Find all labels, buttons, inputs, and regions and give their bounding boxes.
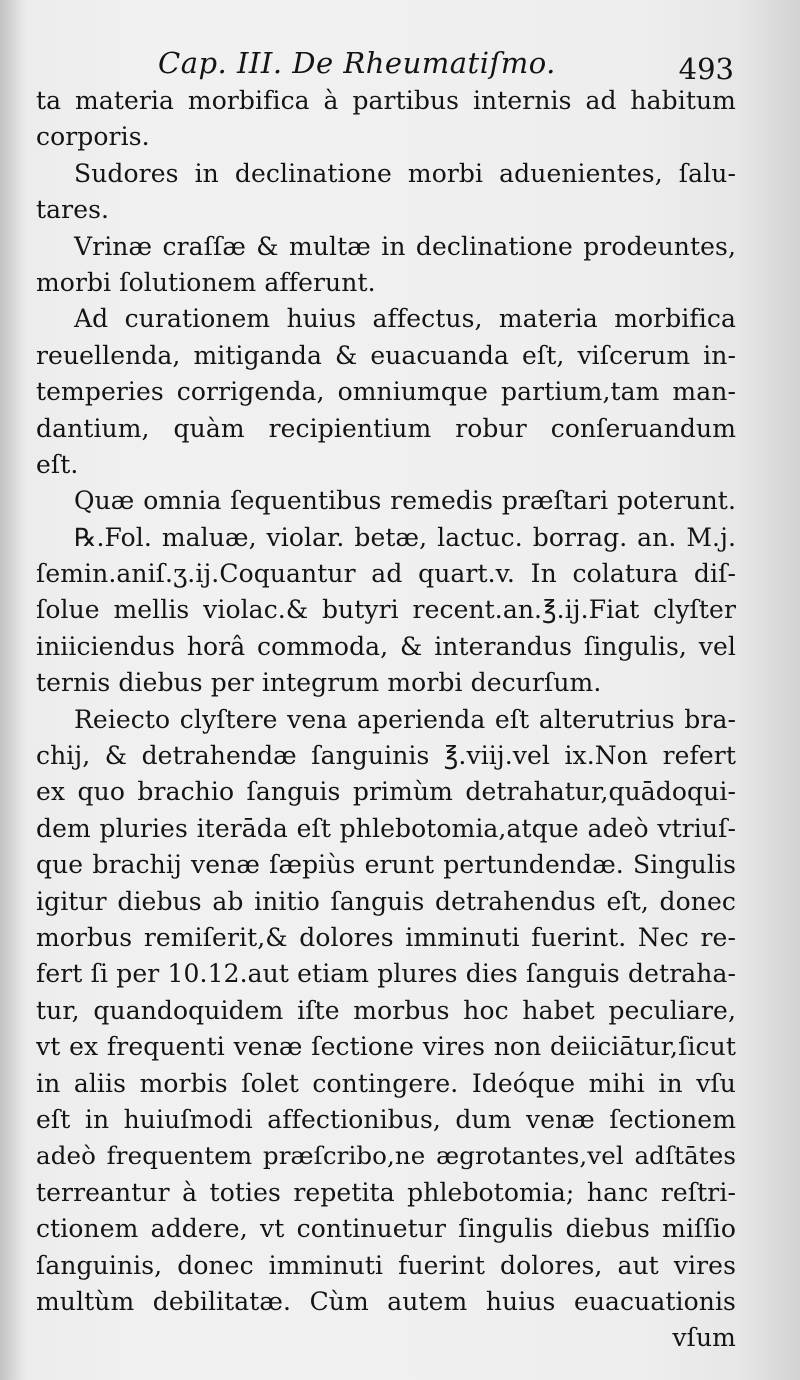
- text-line: morbus remiſerit,& dolores imminuti fuerint. Nec re-: [36, 922, 736, 952]
- text-line: tares.: [36, 195, 110, 225]
- page-number: 493: [678, 52, 734, 86]
- text-line: eſt in huiuſmodi affectionibus, dum venæ ſectionem: [36, 1104, 736, 1134]
- text-line: igitur diebus ab initio ſanguis detrahendus eſt, donec: [36, 886, 736, 916]
- text-line: eſt.: [36, 449, 79, 479]
- catchword: vſum: [672, 1323, 736, 1353]
- text-line: Reiecto clyſtere vena aperienda eſt alterutrius bra-: [74, 704, 736, 734]
- text-line: adeò frequentem præſcribo,ne ægrotantes,vel adſtātes: [36, 1141, 736, 1171]
- page-edge-shadow: [740, 0, 800, 1380]
- running-head: Cap. III. De Rheumatiſmo.: [158, 46, 556, 80]
- text-line: ſolue mellis violac.& butyri recent.an.℥.ij.Fiat clyſter: [36, 595, 736, 625]
- page-gutter-shadow: [0, 0, 28, 1380]
- text-line: ſemin.aniſ.ʒ.ij.Coquantur ad quart.v. In colatura diſ-: [36, 559, 736, 589]
- text-line: que brachij venæ ſæpiùs erunt pertundendæ. Singulis: [36, 850, 736, 880]
- text-line: fert ſi per 10.12.aut etiam plures dies ſanguis detraha-: [36, 959, 736, 989]
- text-line: multùm debilitatæ. Cùm autem huius euacuationis: [36, 1286, 736, 1316]
- text-line: Ad curationem huius affectus, materia morbifica: [74, 304, 736, 334]
- text-line: ternis diebus per integrum morbi decurſum.: [36, 668, 602, 698]
- text-line: ℞.Fol. maluæ, violar. betæ, lactuc. borrag. an. M.j.: [74, 522, 736, 552]
- text-line: vt ex frequenti venæ ſectione vires non deiiciātur,ſicut: [36, 1032, 736, 1062]
- text-line: ctionem addere, vt continuetur ſingulis diebus miſſio: [36, 1214, 736, 1244]
- text-line: reuellenda, mitiganda & euacuanda eſt, viſcerum in-: [36, 340, 736, 370]
- text-line: dem pluries iterāda eſt phlebotomia,atque adeò vtriuſ-: [36, 813, 736, 843]
- text-line: Sudores in declinatione morbi aduenientes, ſalu-: [74, 158, 736, 188]
- text-line: iniiciendus horâ commoda, & interandus ſingulis, vel: [36, 631, 736, 661]
- text-line: corporis.: [36, 122, 150, 152]
- text-line: Vrinæ craſſæ & multæ in declinatione prodeuntes,: [74, 231, 736, 261]
- text-line: terreantur à toties repetita phlebotomia; hanc reſtri-: [36, 1177, 736, 1207]
- text-line: tur, quandoquidem iſte morbus hoc habet peculiare,: [36, 995, 736, 1025]
- body-text: [36, 83, 736, 1357]
- text-line: morbi ſolutionem afferunt.: [36, 267, 376, 297]
- text-line: in aliis morbis ſolet contingere. Ideóque mihi in vſu: [36, 1068, 736, 1098]
- text-line: chij, & detrahendæ ſanguinis ℥.viij.vel ix.Non refert: [36, 741, 736, 771]
- text-line: ta materia morbifica à partibus internis ad habitum: [36, 86, 736, 115]
- text-line: ex quo brachio ſanguis primùm detrahatur,quādoqui-: [36, 777, 736, 807]
- text-line: Quæ omnia ſequentibus remedis præſtari poterunt.: [74, 486, 736, 516]
- text-line: temperies corrigenda, omniumque partium,tam man-: [36, 377, 736, 407]
- text-line: dantium, quàm recipientium robur conſeruandum: [36, 413, 736, 443]
- text-line: ſanguinis, donec imminuti fuerint dolores, aut vires: [36, 1250, 736, 1280]
